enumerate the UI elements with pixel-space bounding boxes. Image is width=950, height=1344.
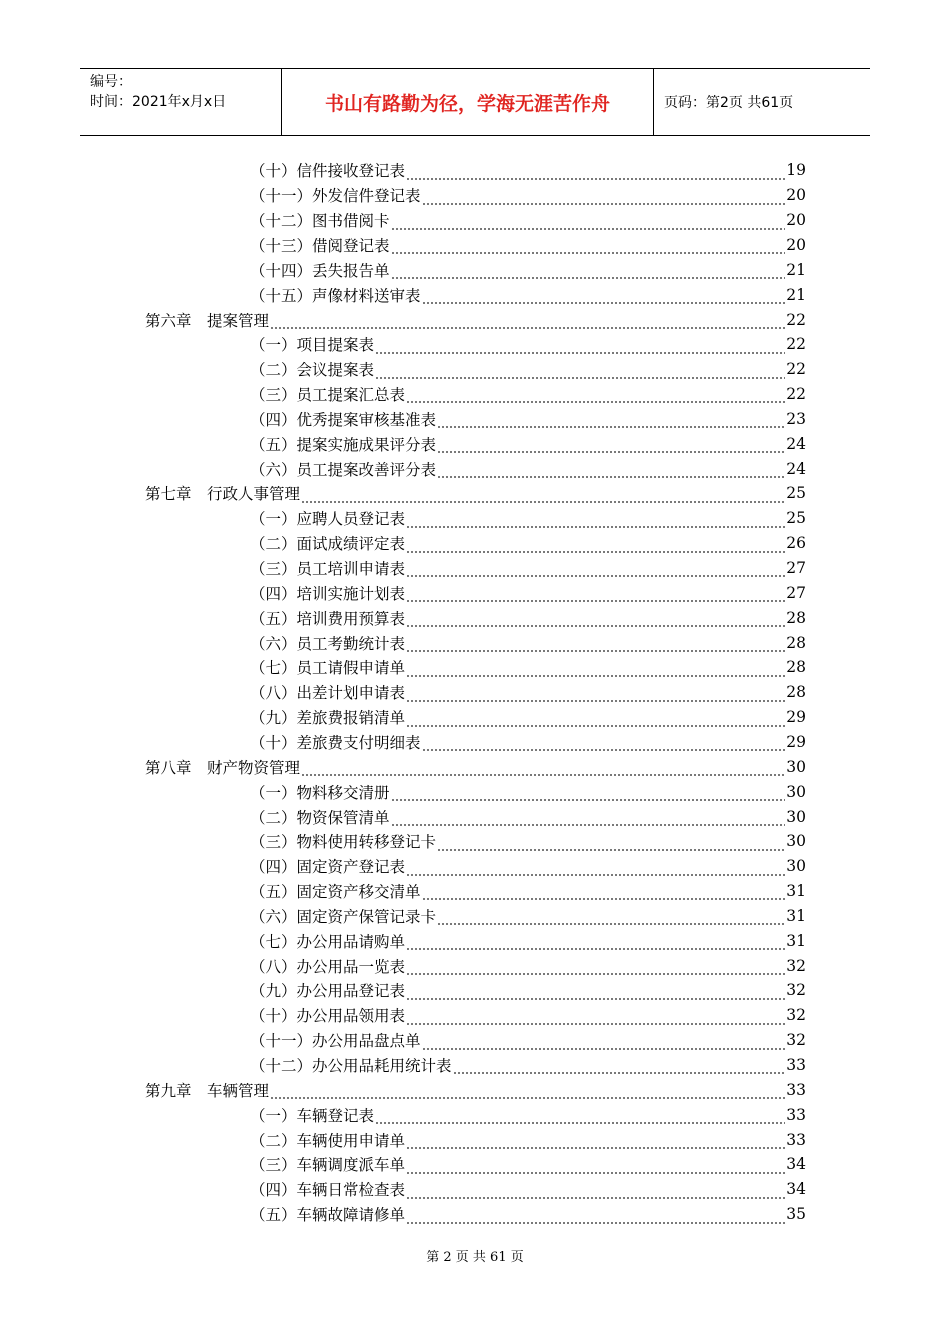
toc-entry-page-number: 32 [786, 1006, 806, 1025]
toc-dot-leader [406, 945, 785, 953]
toc-section-entry[interactable] [250, 1003, 806, 1028]
toc-entry-page-number: 28 [786, 658, 806, 677]
toc-dot-leader [270, 1094, 785, 1102]
toc-section-entry[interactable] [250, 233, 806, 258]
toc-dot-leader [406, 647, 785, 655]
toc-section-entry[interactable] [250, 580, 806, 605]
toc-entry-title: （三）员工提案汇总表 [250, 386, 406, 405]
toc-dot-leader [391, 249, 786, 257]
toc-entry-page-number: 26 [786, 534, 806, 553]
toc-entry-page-number: 25 [786, 509, 806, 528]
toc-chapter-entry[interactable] [145, 754, 806, 779]
toc-entry-page-number: 34 [786, 1155, 806, 1174]
toc-section-entry[interactable] [250, 332, 806, 357]
toc-entry-title: 第九章 车辆管理 [145, 1081, 270, 1100]
toc-section-entry[interactable] [250, 904, 806, 929]
toc-entry-title: （一）车辆登记表 [250, 1106, 375, 1125]
toc-dot-leader [406, 1169, 785, 1177]
toc-dot-leader [375, 374, 785, 382]
toc-section-entry[interactable] [250, 655, 806, 680]
toc-dot-leader [437, 473, 785, 481]
toc-entry-title: （四）优秀提案审核基准表 [250, 410, 437, 429]
header-meta [80, 69, 282, 135]
toc-entry-page-number: 27 [786, 559, 806, 578]
toc-chapter-entry[interactable] [145, 481, 806, 506]
toc-dot-leader [406, 597, 785, 605]
toc-section-entry[interactable] [250, 431, 806, 456]
toc-dot-leader [406, 1020, 785, 1028]
toc-entry-title: （二）面试成绩评定表 [250, 535, 406, 554]
toc-entry-title: （八）出差计划申请表 [250, 684, 406, 703]
header-page-info: 页码：第2页 共61页 [664, 95, 794, 111]
toc-section-entry[interactable] [250, 978, 806, 1003]
toc-section-entry[interactable] [250, 730, 806, 755]
toc-section-entry[interactable] [250, 208, 806, 233]
toc-section-entry[interactable] [250, 456, 806, 481]
toc-section-entry[interactable] [250, 1177, 806, 1202]
toc-dot-leader [406, 523, 785, 531]
toc-dot-leader [391, 821, 786, 829]
toc-section-entry[interactable] [250, 605, 806, 630]
toc-section-entry[interactable] [250, 1202, 806, 1227]
toc-chapter-entry[interactable] [145, 1077, 806, 1102]
toc-section-entry[interactable] [250, 829, 806, 854]
toc-dot-leader [406, 1144, 785, 1152]
toc-entry-title: （四）车辆日常检查表 [250, 1181, 406, 1200]
toc-dot-leader [391, 796, 786, 804]
toc-entry-page-number: 28 [786, 608, 806, 627]
toc-entry-title: （六）固定资产保管记录卡 [250, 907, 437, 926]
toc-section-entry[interactable] [250, 407, 806, 432]
toc-entry-title: （二）物资保管清单 [250, 808, 390, 827]
toc-entry-title: （十）差旅费支付明细表 [250, 733, 421, 752]
toc-dot-leader [406, 548, 785, 556]
toc-section-entry[interactable] [250, 779, 806, 804]
toc-entry-title: （五）培训费用预算表 [250, 609, 406, 628]
toc-entry-title: （十一）办公用品盘点单 [250, 1032, 421, 1051]
toc-dot-leader [422, 299, 786, 307]
toc-entry-title: 第七章 行政人事管理 [145, 485, 301, 504]
toc-entry-title: （六）员工考勤统计表 [250, 634, 406, 653]
toc-dot-leader [406, 175, 785, 183]
toc-dot-leader [453, 1069, 786, 1077]
toc-section-entry[interactable] [250, 556, 806, 581]
toc-entry-page-number: 29 [786, 732, 806, 751]
toc-entry-title: （三）车辆调度派车单 [250, 1156, 406, 1175]
toc-entry-title: 第六章 提案管理 [145, 311, 270, 330]
toc-entry-title: （二）车辆使用申请单 [250, 1131, 406, 1150]
page-header [80, 68, 870, 136]
toc-section-entry[interactable] [250, 928, 806, 953]
toc-entry-title: （六）员工提案改善评分表 [250, 460, 437, 479]
toc-dot-leader [406, 398, 785, 406]
toc-entry-title: （十）办公用品领用表 [250, 1007, 406, 1026]
toc-section-entry[interactable] [250, 680, 806, 705]
toc-entry-page-number: 35 [786, 1205, 806, 1224]
toc-entry-title: （一）物料移交清册 [250, 783, 390, 802]
toc-dot-leader [375, 349, 785, 357]
toc-dot-leader [406, 697, 785, 705]
toc-section-entry[interactable] [250, 357, 806, 382]
toc-section-entry[interactable] [250, 854, 806, 879]
toc-entry-title: （十一）外发信件登记表 [250, 187, 421, 206]
toc-dot-leader [391, 225, 786, 233]
toc-entry-title: （七）办公用品请购单 [250, 932, 406, 951]
toc-entry-title: 第八章 财产物资管理 [145, 758, 301, 777]
toc-section-entry[interactable] [250, 282, 806, 307]
toc-dot-leader [437, 920, 785, 928]
toc-dot-leader [406, 622, 785, 630]
toc-section-entry[interactable] [250, 879, 806, 904]
toc-entry-title: （八）办公用品一览表 [250, 957, 406, 976]
toc-entry-page-number: 33 [786, 1105, 806, 1124]
header-motto: 书山有路勤为径，学海无涯苦作舟 [282, 69, 654, 135]
toc-entry-page-number: 28 [786, 683, 806, 702]
toc-entry-page-number: 31 [786, 931, 806, 950]
toc-entry-page-number: 30 [786, 757, 806, 776]
toc-entry-page-number: 33 [786, 1130, 806, 1149]
toc-section-entry[interactable] [250, 1028, 806, 1053]
toc-dot-leader [422, 200, 786, 208]
document-date: 时间：2021年x月x日 [90, 94, 227, 110]
toc-entry-page-number: 30 [786, 782, 806, 801]
toc-entry-title: （三）物料使用转移登记卡 [250, 833, 437, 852]
toc-entry-page-number: 20 [786, 235, 806, 254]
toc-entry-page-number: 33 [786, 1080, 806, 1099]
toc-dot-leader [422, 895, 786, 903]
toc-entry-page-number: 32 [786, 956, 806, 975]
toc-dot-leader [375, 1119, 785, 1127]
toc-dot-leader [301, 771, 785, 779]
toc-dot-leader [406, 1194, 785, 1202]
toc-entry-title: （一）应聘人员登记表 [250, 510, 406, 529]
toc-entry-page-number: 22 [786, 385, 806, 404]
toc-entry-page-number: 28 [786, 633, 806, 652]
toc-entry-page-number: 34 [786, 1180, 806, 1199]
page-footer: 第 2 页 共 61 页 [426, 1250, 524, 1265]
toc-entry-page-number: 19 [786, 161, 806, 180]
toc-entry-title: （三）员工培训申请表 [250, 560, 406, 579]
toc-dot-leader [406, 871, 785, 879]
toc-dot-leader [301, 498, 785, 506]
toc-entry-title: （十）信件接收登记表 [250, 162, 406, 181]
toc-section-entry[interactable] [250, 1127, 806, 1152]
toc-dot-leader [437, 448, 785, 456]
toc-entry-title: （九）差旅费报销清单 [250, 709, 406, 728]
toc-entry-page-number: 21 [786, 285, 806, 304]
toc-section-entry[interactable] [250, 158, 806, 183]
toc-entry-title: （十五）声像材料送审表 [250, 286, 421, 305]
toc-entry-page-number: 29 [786, 708, 806, 727]
toc-section-entry[interactable] [250, 183, 806, 208]
toc-dot-leader [406, 572, 785, 580]
toc-chapter-entry[interactable] [145, 307, 806, 332]
toc-entry-title: （五）提案实施成果评分表 [250, 435, 437, 454]
toc-section-entry[interactable] [250, 1102, 806, 1127]
toc-entry-page-number: 22 [786, 335, 806, 354]
toc-entry-title: （五）车辆故障请修单 [250, 1206, 406, 1225]
toc-entry-title: （十三）借阅登记表 [250, 236, 390, 255]
toc-entry-title: （十二）办公用品耗用统计表 [250, 1057, 452, 1076]
toc-dot-leader [422, 746, 786, 754]
toc-dot-leader [406, 722, 785, 730]
toc-entry-page-number: 32 [786, 1031, 806, 1050]
toc-entry-page-number: 20 [786, 186, 806, 205]
toc-entry-title: （二）会议提案表 [250, 361, 375, 380]
toc-section-entry[interactable] [250, 506, 806, 531]
toc-section-entry[interactable] [250, 1053, 806, 1078]
toc-entry-page-number: 27 [786, 583, 806, 602]
toc-entry-title: （九）办公用品登记表 [250, 982, 406, 1001]
toc-section-entry[interactable] [250, 1152, 806, 1177]
toc-entry-page-number: 31 [786, 882, 806, 901]
toc-dot-leader [406, 1219, 785, 1227]
toc-dot-leader [406, 970, 785, 978]
toc-entry-page-number: 22 [786, 310, 806, 329]
toc-entry-title: （一）项目提案表 [250, 336, 375, 355]
toc-dot-leader [406, 672, 785, 680]
toc-dot-leader [437, 846, 785, 854]
toc-entry-title: （四）培训实施计划表 [250, 584, 406, 603]
toc-entry-page-number: 25 [786, 484, 806, 503]
toc-dot-leader [270, 324, 785, 332]
toc-entry-title: （五）固定资产移交清单 [250, 883, 421, 902]
toc-entry-page-number: 30 [786, 807, 806, 826]
toc-entry-page-number: 23 [786, 409, 806, 428]
toc-section-entry[interactable] [250, 382, 806, 407]
toc-section-entry[interactable] [250, 531, 806, 556]
toc-entry-page-number: 33 [786, 1056, 806, 1075]
toc-entry-title: （七）员工请假申请单 [250, 659, 406, 678]
toc-entry-page-number: 24 [786, 459, 806, 478]
toc-entry-page-number: 32 [786, 981, 806, 1000]
toc-entry-title: （十二）图书借阅卡 [250, 212, 390, 231]
toc-entry-page-number: 30 [786, 832, 806, 851]
toc-dot-leader [391, 274, 786, 282]
toc-dot-leader [422, 1045, 786, 1053]
toc-section-entry[interactable] [250, 804, 806, 829]
toc-entry-title: （四）固定资产登记表 [250, 858, 406, 877]
toc-entry-page-number: 30 [786, 857, 806, 876]
toc-dot-leader [437, 423, 785, 431]
toc-section-entry[interactable] [250, 630, 806, 655]
toc-entry-page-number: 21 [786, 260, 806, 279]
toc-entry-title: （十四）丢失报告单 [250, 261, 390, 280]
toc-section-entry[interactable] [250, 705, 806, 730]
toc-section-entry[interactable] [250, 953, 806, 978]
toc-entry-page-number: 20 [786, 211, 806, 230]
toc-entry-page-number: 31 [786, 906, 806, 925]
toc-section-entry[interactable] [250, 257, 806, 282]
toc-dot-leader [406, 995, 785, 1003]
toc-entry-page-number: 24 [786, 434, 806, 453]
toc-entry-page-number: 22 [786, 360, 806, 379]
document-number-label: 编号： [90, 74, 132, 90]
